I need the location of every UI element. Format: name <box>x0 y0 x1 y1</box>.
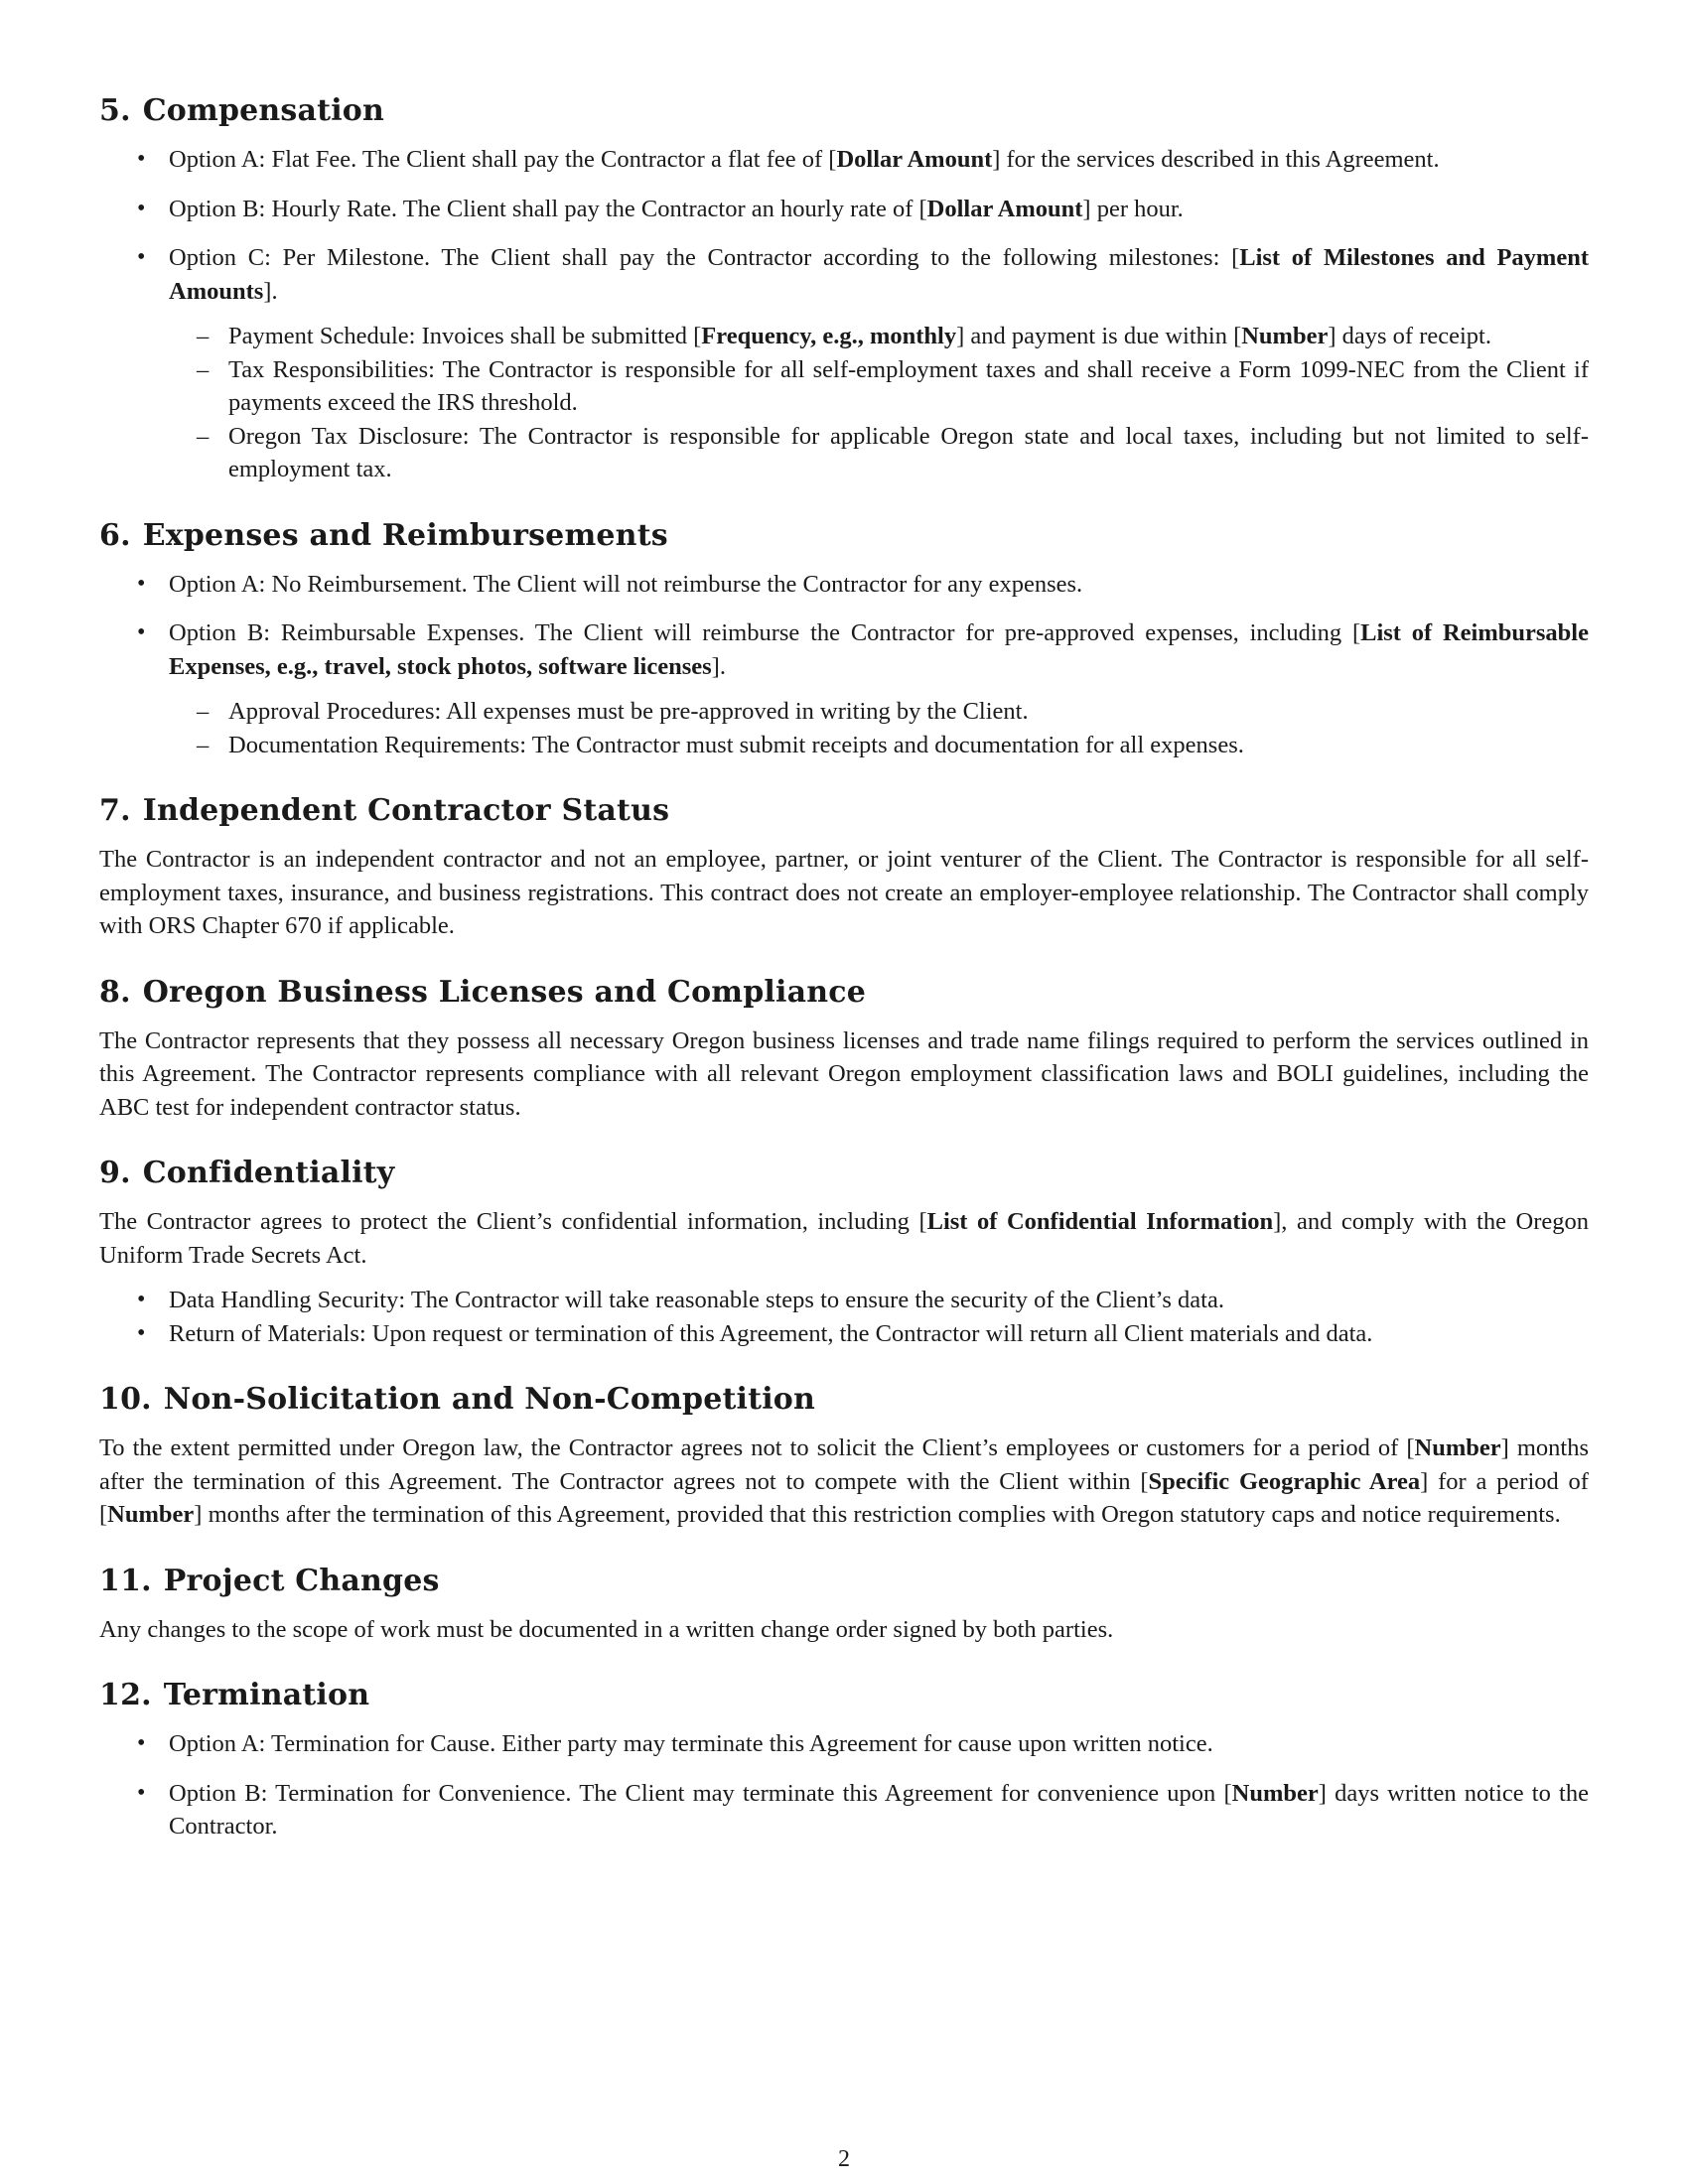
section-compensation <box>99 91 1589 486</box>
bullet-icon: • <box>137 1287 146 1312</box>
sub-list-item: – Oregon Tax Disclosure: The Contractor is responsible for applicable Oregon state and local taxes, including but not limited to self-employment tax. <box>169 420 1589 486</box>
sub-list-item: – Tax Responsibilities: The Contractor is responsible for all self-employment taxes and shall receive a Form 1099-NEC from the Client if payments exceed the IRS threshold. <box>169 353 1589 420</box>
section-expenses <box>99 516 1589 762</box>
list-item: • Return of Materials: Upon request or termination of this Agreement, the Contractor will return all Client materials and data. <box>99 1317 1589 1351</box>
dash-icon: – <box>197 323 210 349</box>
list-item: • Option B: Reimbursable Expenses. The Client will reimburse the Contractor for pre-approved expenses, including [List of Reimbursable Expenses, e.g., travel, stock photos, software licenses]. – Approval Procedures: All expenses must be pre-approved in writing by the Client. – Documentation Requirements: The Contractor must submit receipts and documentation for all expenses. <box>99 616 1589 761</box>
dash-icon: – <box>197 355 210 383</box>
dash-icon: – <box>197 698 210 725</box>
section-termination <box>99 1676 1589 1843</box>
section-heading: 6. Expenses and Reimbursements <box>99 517 668 553</box>
list-item: • Option C: Per Milestone. The Client shall pay the Contractor according to the following milestones: [List of Milestones and Payment Amounts]. – Payment Schedule: Invoices shall be submitted [Frequency, e.g., monthly] and payment is due within [Number] days of receipt. – Tax Responsibilities: The Contractor is responsible for all self-employment taxes and shall receive a Form 1099-NEC from the Client if payments exceed the IRS threshold. – Oregon Tax Disclosure: The Contractor is responsible for applicable Oregon state and local taxes, including but not limited to self-employment tax. <box>99 241 1589 486</box>
list-item: • Option A: Termination for Cause. Either party may terminate this Agreement for cause upon written notice. <box>99 1727 1589 1761</box>
document-page <box>99 91 1589 1873</box>
dash-icon: – <box>197 731 210 758</box>
list-item: • Option A: Flat Fee. The Client shall pay the Contractor a flat fee of [Dollar Amount] for the services described in this Agreement. <box>99 143 1589 177</box>
page-number: 2 <box>838 2146 850 2172</box>
section-heading: 8. Oregon Business Licenses and Compliance <box>99 974 867 1010</box>
section-independent-contractor <box>99 791 1589 943</box>
section-body: The Contractor represents that they possess all necessary Oregon business licenses and trade name filings required to perform the services outlined in this Agreement. The Contractor represents compliance with all relevant Oregon employment classification laws and BOLI guidelines, including the ABC test for independent contractor status. <box>99 1026 1589 1121</box>
bullet-icon: • <box>137 195 146 221</box>
section-heading: 12. Termination <box>99 1678 370 1712</box>
sub-list-item: – Documentation Requirements: The Contractor must submit receipts and documentation for all expenses. <box>169 729 1589 762</box>
bullet-icon: • <box>137 619 146 645</box>
bullet-icon: • <box>137 244 146 270</box>
bullet-icon: • <box>137 1319 146 1346</box>
list-item: • Data Handling Security: The Contractor will take reasonable steps to ensure the security of the Client’s data. <box>99 1284 1589 1317</box>
list-item: • Option B: Termination for Convenience. The Client may terminate this Agreement for convenience upon [Number] days written notice to the Contractor. <box>99 1777 1589 1843</box>
section-heading: 7. Independent Contractor Status <box>99 793 670 828</box>
list-item: • Option A: No Reimbursement. The Client will not reimburse the Contractor for any expenses. <box>99 568 1589 602</box>
bullet-icon: • <box>137 1730 146 1756</box>
bullet-icon: • <box>137 1779 146 1806</box>
section-body: The Contractor is an independent contractor and not an employee, partner, or joint venturer of the Client. The Contractor is responsible for all self-employment taxes, insurance, and business registrations. This contract does not create an employer-employee relationship. The Contractor shall comply with ORS Chapter 670 if applicable. <box>99 846 1589 939</box>
bullet-icon: • <box>137 146 146 172</box>
section-heading: 11. Project Changes <box>99 1563 440 1598</box>
dash-icon: – <box>197 422 210 450</box>
sub-list-item: – Approval Procedures: All expenses must be pre-approved in writing by the Client. <box>169 695 1589 729</box>
sub-list-item: – Payment Schedule: Invoices shall be submitted [Frequency, e.g., monthly] and payment is due within [Number] days of receipt. <box>169 320 1589 353</box>
section-heading: 5. Compensation <box>99 93 385 128</box>
section-body: To the extent permitted under Oregon law, the Contractor agrees not to solicit the Client’s employees or customers for a period of [Number] months after the termination of this Agreement. The Contractor agrees not to compete with the Client within [Specific Geographic Area] for a period of [Number] months after the termination of this Agreement, provided that this restriction complies with Oregon statutory caps and notice requirements. <box>99 1434 1589 1528</box>
section-project-changes <box>99 1562 1589 1647</box>
section-confidentiality <box>99 1154 1589 1350</box>
section-non-solicitation <box>99 1380 1589 1532</box>
section-body: The Contractor agrees to protect the Client’s confidential information, including [List of Confidential Information], and comply with the Oregon Uniform Trade Secrets Act. <box>99 1208 1589 1269</box>
list-item: • Option B: Hourly Rate. The Client shall pay the Contractor an hourly rate of [Dollar Amount] per hour. <box>99 193 1589 226</box>
section-oregon-licenses <box>99 973 1589 1125</box>
section-body: Any changes to the scope of work must be documented in a written change order signed by both parties. <box>99 1615 1114 1643</box>
bullet-icon: • <box>137 570 146 597</box>
section-heading: 9. Confidentiality <box>99 1156 395 1190</box>
section-heading: 10. Non-Solicitation and Non-Competition <box>99 1382 816 1417</box>
